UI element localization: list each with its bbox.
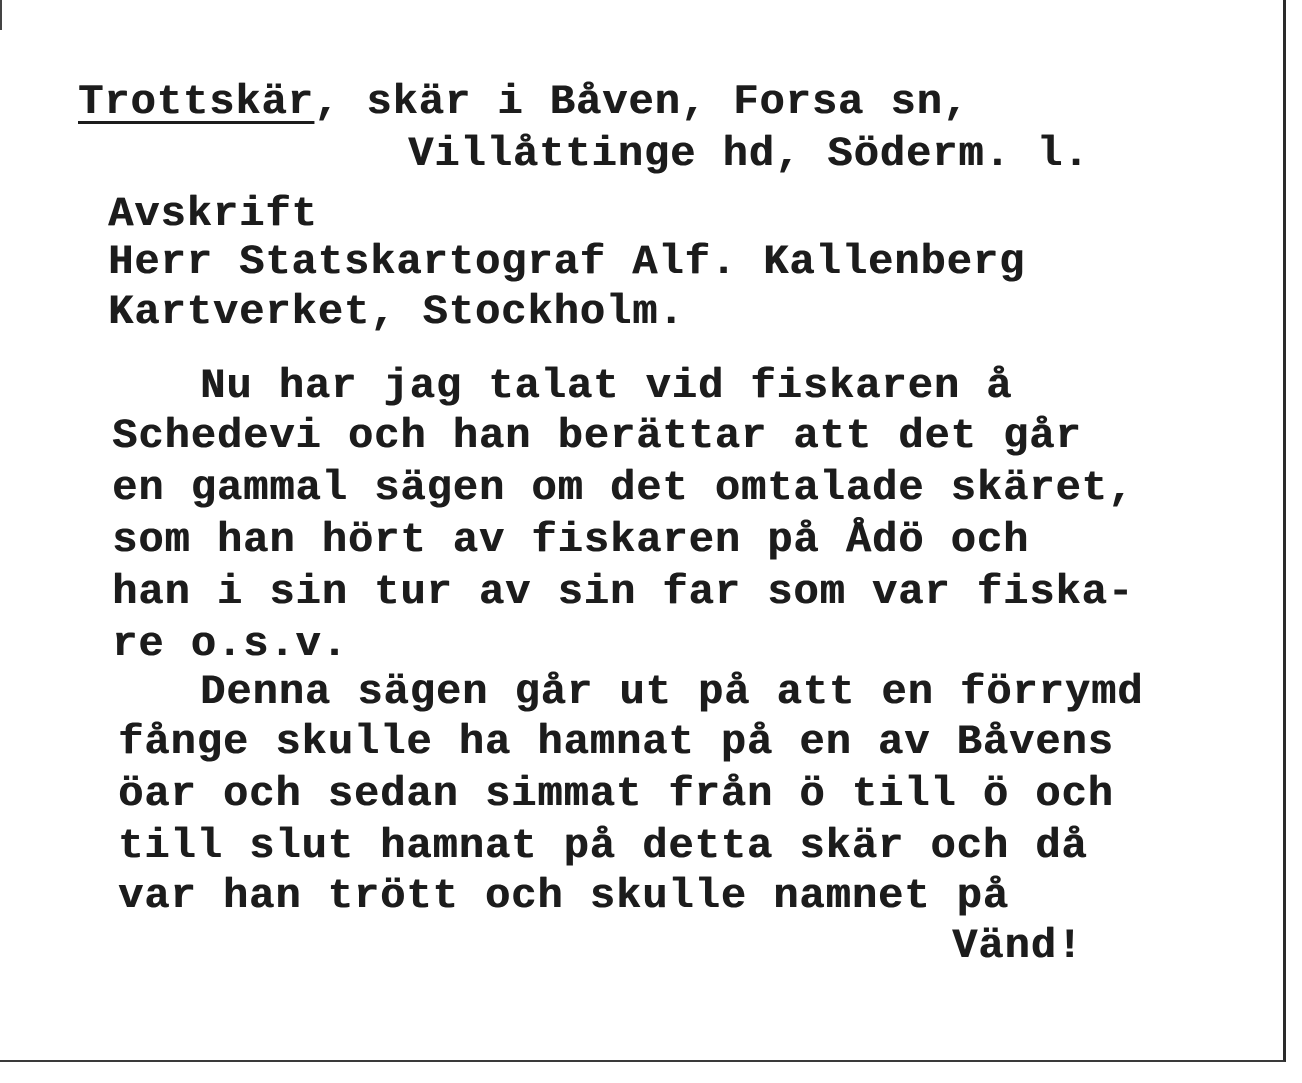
body-line: re o.s.v.	[112, 620, 348, 668]
body-line: till slut hamnat på detta skär och då	[118, 822, 1088, 870]
address-line: Kartverket, Stockholm.	[108, 288, 685, 336]
turn-over-note: Vänd!	[952, 922, 1084, 970]
address-line: Avskrift	[108, 190, 318, 238]
place-district: Villåttinge hd, Söderm. l.	[408, 130, 1090, 178]
address-line: Herr Statskartograf Alf. Kallenberg	[108, 238, 1026, 286]
body-line: som han hört av fiskaren på Ådö och	[112, 516, 1030, 564]
body-line: en gammal sägen om det omtalade skäret,	[112, 464, 1134, 512]
body-line: fånge skulle ha hamnat på en av Båvens	[118, 718, 1114, 766]
card-edge-mark	[0, 0, 10, 30]
body-line: Nu har jag talat vid fiskaren å	[200, 362, 1013, 410]
body-line: var han trött och skulle namnet på	[118, 872, 1009, 920]
body-line: han i sin tur av sin far som var fiska-	[112, 568, 1134, 616]
place-name-title: Trottskär	[78, 78, 314, 126]
place-description: , skär i Båven, Forsa sn,	[313, 78, 969, 126]
body-line: öar och sedan simmat från ö till ö och	[118, 770, 1114, 818]
body-line: Denna sägen går ut på att en förrymd	[200, 668, 1144, 716]
body-line: Schedevi och han berättar att det går	[112, 412, 1082, 460]
card-header	[78, 78, 969, 126]
